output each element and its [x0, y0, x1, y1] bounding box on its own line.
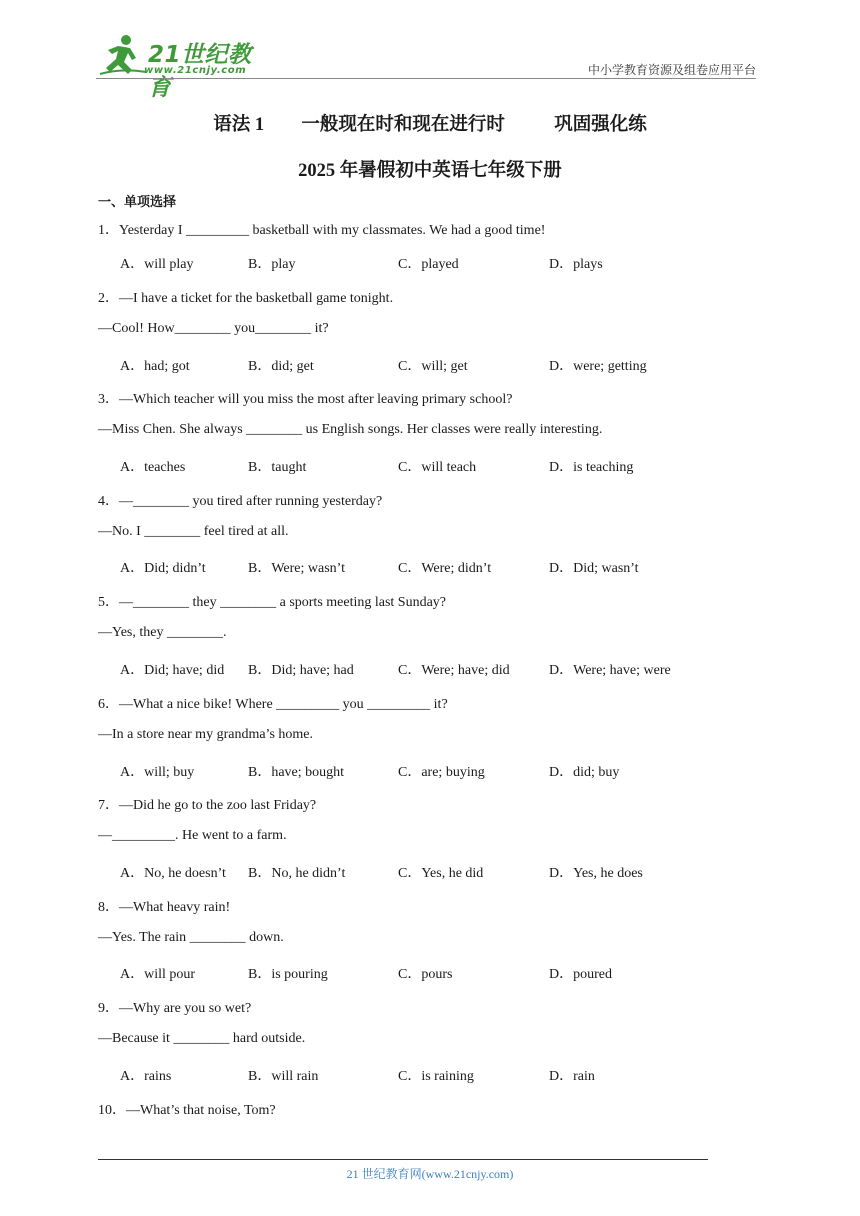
question-1-option-d[interactable]: D．plays	[549, 257, 603, 272]
question-3-stem-line2: —Miss Chen. She always ________ us English songs. Her classes were really interesting.	[98, 422, 603, 437]
question-5-option-b[interactable]: B．Did; have; had	[248, 663, 354, 678]
question-2-stem-line2: —Cool! How________ you________ it?	[98, 321, 329, 336]
question-8-stem-line2: —Yes. The rain ________ down.	[98, 930, 284, 945]
question-9-option-d[interactable]: D．rain	[549, 1069, 595, 1084]
question-1-option-b[interactable]: B．play	[248, 257, 296, 272]
question-5-stem-line2: —Yes, they ________.	[98, 625, 227, 640]
logo-url: www.21cnjy.com	[144, 65, 247, 76]
logo-text: 21世纪教育	[148, 42, 252, 101]
question-7-option-b[interactable]: B．No, he didn’t	[248, 866, 346, 881]
page-header	[96, 30, 756, 101]
question-3-option-a[interactable]: A．teaches	[120, 460, 186, 475]
question-3-option-d[interactable]: D．is teaching	[549, 460, 634, 475]
page-title	[0, 110, 860, 136]
question-8-option-c[interactable]: C．pours	[398, 967, 453, 982]
question-1-stem: 1．Yesterday I _________ basketball with my classmates. We had a good time!	[98, 223, 546, 238]
question-6-stem: 6．—What a nice bike! Where _________ you _________ it?	[98, 697, 448, 712]
site-logo	[96, 34, 266, 101]
question-7-option-c[interactable]: C．Yes, he did	[398, 866, 484, 881]
question-3-option-b[interactable]: B．taught	[248, 460, 307, 475]
question-4-option-d[interactable]: D．Did; wasn’t	[549, 561, 639, 576]
question-4-stem-line2: —No. I ________ feel tired at all.	[98, 524, 289, 539]
question-2-option-b[interactable]: B．did; get	[248, 359, 314, 374]
question-2-option-c[interactable]: C．will; get	[398, 359, 468, 374]
question-8-option-a[interactable]: A．will pour	[120, 967, 196, 982]
question-2-option-d[interactable]: D．were; getting	[549, 359, 647, 374]
question-4-option-a[interactable]: A．Did; didn’t	[120, 561, 206, 576]
question-8-option-d[interactable]: D．poured	[549, 967, 612, 982]
footer-link[interactable]: 21 世纪教育网(www.21cnjy.com)	[346, 1167, 514, 1181]
question-6-option-a[interactable]: A．will; buy	[120, 765, 195, 780]
question-3-stem: 3．—Which teacher will you miss the most after leaving primary school?	[98, 392, 513, 407]
question-2-option-a[interactable]: A．had; got	[120, 359, 190, 374]
question-6-option-c[interactable]: C．are; buying	[398, 765, 485, 780]
question-7-stem-line2: —_________. He went to a farm.	[98, 828, 287, 843]
title-part-1: 语法 1	[213, 115, 265, 135]
question-9-option-b[interactable]: B．will rain	[248, 1069, 319, 1084]
question-4-option-c[interactable]: C．Were; didn’t	[398, 561, 492, 576]
question-3-option-c[interactable]: C．will teach	[398, 460, 477, 475]
question-9-stem: 9．—Why are you so wet?	[98, 1001, 252, 1016]
question-8-stem: 8．—What heavy rain!	[98, 900, 231, 915]
question-7-option-a[interactable]: A．No, he doesn’t	[120, 866, 226, 881]
question-9-stem-line2: —Because it ________ hard outside.	[98, 1031, 306, 1046]
question-1-option-c[interactable]: C．played	[398, 257, 459, 272]
question-10-stem: 10．—What’s that noise, Tom?	[98, 1103, 276, 1118]
question-5-stem: 5．—________ they ________ a sports meeting last Sunday?	[98, 595, 447, 610]
question-4-option-b[interactable]: B．Were; wasn’t	[248, 561, 345, 576]
header-tagline: 中小学教育资源及组卷应用平台	[587, 63, 756, 77]
title-part-2: 一般现在时和现在进行时	[301, 115, 505, 135]
question-9-option-a[interactable]: A．rains	[120, 1069, 172, 1084]
page-subtitle: 2025 年暑假初中英语七年级下册	[298, 161, 562, 181]
question-5-option-c[interactable]: C．Were; have; did	[398, 663, 510, 678]
question-5-option-a[interactable]: A．Did; have; did	[120, 663, 225, 678]
question-7-stem: 7．—Did he go to the zoo last Friday?	[98, 798, 317, 813]
section-heading: 一、单项选择	[98, 195, 177, 210]
question-7-option-d[interactable]: D．Yes, he does	[549, 866, 643, 881]
question-9-option-c[interactable]: C．is raining	[398, 1069, 474, 1084]
question-1-option-a[interactable]: A．will play	[120, 257, 194, 272]
question-8-option-b[interactable]: B．is pouring	[248, 967, 328, 982]
question-4-stem: 4．—________ you tired after running yesterday?	[98, 494, 383, 509]
question-5-option-d[interactable]: D．Were; have; were	[549, 663, 671, 678]
runner-logo-icon	[96, 34, 148, 78]
question-6-stem-line2: —In a store near my grandma’s home.	[98, 727, 313, 742]
header-divider	[96, 78, 756, 79]
question-6-option-b[interactable]: B．have; bought	[248, 765, 345, 780]
title-part-3: 巩固强化练	[554, 115, 647, 135]
question-2-stem: 2．—I have a ticket for the basketball game tonight.	[98, 291, 394, 306]
footer-divider	[98, 1159, 708, 1160]
question-6-option-d[interactable]: D．did; buy	[549, 765, 620, 780]
